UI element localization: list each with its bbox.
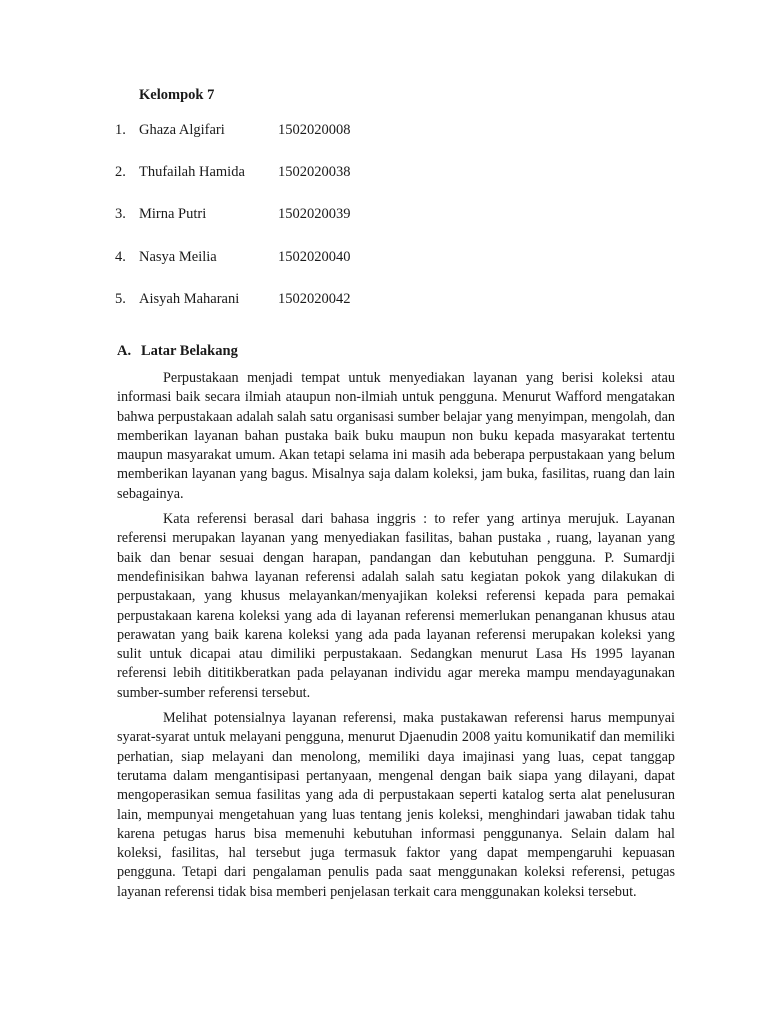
paragraph: Kata referensi berasal dari bahasa inggris : to refer yang artinya merujuk. Layanan referensi merupakan layanan yang menyediakan fasilitas, bahan pustaka , ruang, layanan yang baik dan benar sesuai dengan harapan, pandangan dan kebutuhan pengguna. P. Sumardji mendefinisikan bahwa layanan referensi adalah salah satu kegiatan pokok yang dilakukan di perpustakaan, yang khusus melayankan/menyajikan koleksi referensi kepada para pemakai perpustakaan karena koleksi yang ada di layanan referensi memerlukan penanganan khusus atau perawatan yang baik karena koleksi yang ada pada layanan referensi merupakan koleksi yang sulit untuk dicapai atau dimiliki perpustakaan. Sedangkan menurut Lasa Hs 1995 layanan referensi lebih dititikberatkan pada pelayanan individu agar mereka mampu mendayagunakan sumber-sumber referensi tersebut. <box>117 511 675 701</box>
member-name: Aisyah Maharani <box>139 290 240 307</box>
section-title: Latar Belakang <box>141 343 238 359</box>
member-id: 1502020008 <box>278 122 351 138</box>
section-heading <box>117 343 238 360</box>
member-number: 3. <box>115 206 126 223</box>
member-id: 1502020039 <box>278 206 351 223</box>
member-number: 1. <box>115 122 126 138</box>
paragraph: Perpustakaan menjadi tempat untuk menyediakan layanan yang berisi koleksi atau informasi baik secara ilmiah ataupun non-ilmiah untuk pengguna. Menurut Wafford mengatakan bahwa perpustakaan adalah salah satu organisasi sumber belajar yang menyimpan, mengolah, dan memberikan layanan bahan pustaka baik buku maupun non buku kepada masyarakat tertentu maupun masyarakat umum. Akan tetapi selama ini masih ada beberapa perpustakaan yang belum memberikan layanan yang bagus. Misalnya saja dalam koleksi, jam buka, fasilitas, ruang dan lain sebagainya. <box>117 370 675 502</box>
paragraph: Melihat potensialnya layanan referensi, maka pustakawan referensi harus mempunyai syarat-syarat untuk melayani pengguna, menurut Djaenudin 2008 yaitu komunikatif dan memiliki perhatian, siap melayani dan menolong, memiliki daya imajinasi yang luas, cepat tanggap terutama dalam mengantisipasi pertanyaan, mengenal dengan baik siapa yang dilayani, dapat mengoperasikan semua fasilitas yang ada di perpustakaan seperti katalog serta alat penelusuran lain, mempunyai mengetahuan yang luas tentang jenis koleksi, menghindari jawaban tidak tahu karena petugas harus bisa memenuhi kebutuhan informasi penggunanya. Selain dalam hal koleksi, fasilitas, hal tersebut juga termasuk faktor yang dapat mempengaruhi kepuasan pengguna. Tetapi dari pengalaman penulis pada saat menggunakan koleksi referensi, petugas layanan referensi tidak bisa memberi penjelasan terkait cara menggunakan koleksi tersebut. <box>117 710 675 900</box>
member-name: Thufailah Hamida <box>139 164 245 181</box>
section-body <box>117 369 675 908</box>
member-name: Ghaza Algifari <box>139 122 225 138</box>
member-number: 5. <box>115 290 126 307</box>
section-letter: A. <box>117 343 132 359</box>
member-id: 1502020042 <box>278 290 351 307</box>
member-name: Mirna Putri <box>139 206 207 223</box>
group-title: Kelompok 7 <box>139 87 215 103</box>
member-id: 1502020038 <box>278 164 351 181</box>
member-number: 2. <box>115 164 126 181</box>
member-number: 4. <box>115 248 126 265</box>
member-id: 1502020040 <box>278 248 351 265</box>
member-name: Nasya Meilia <box>139 248 217 265</box>
